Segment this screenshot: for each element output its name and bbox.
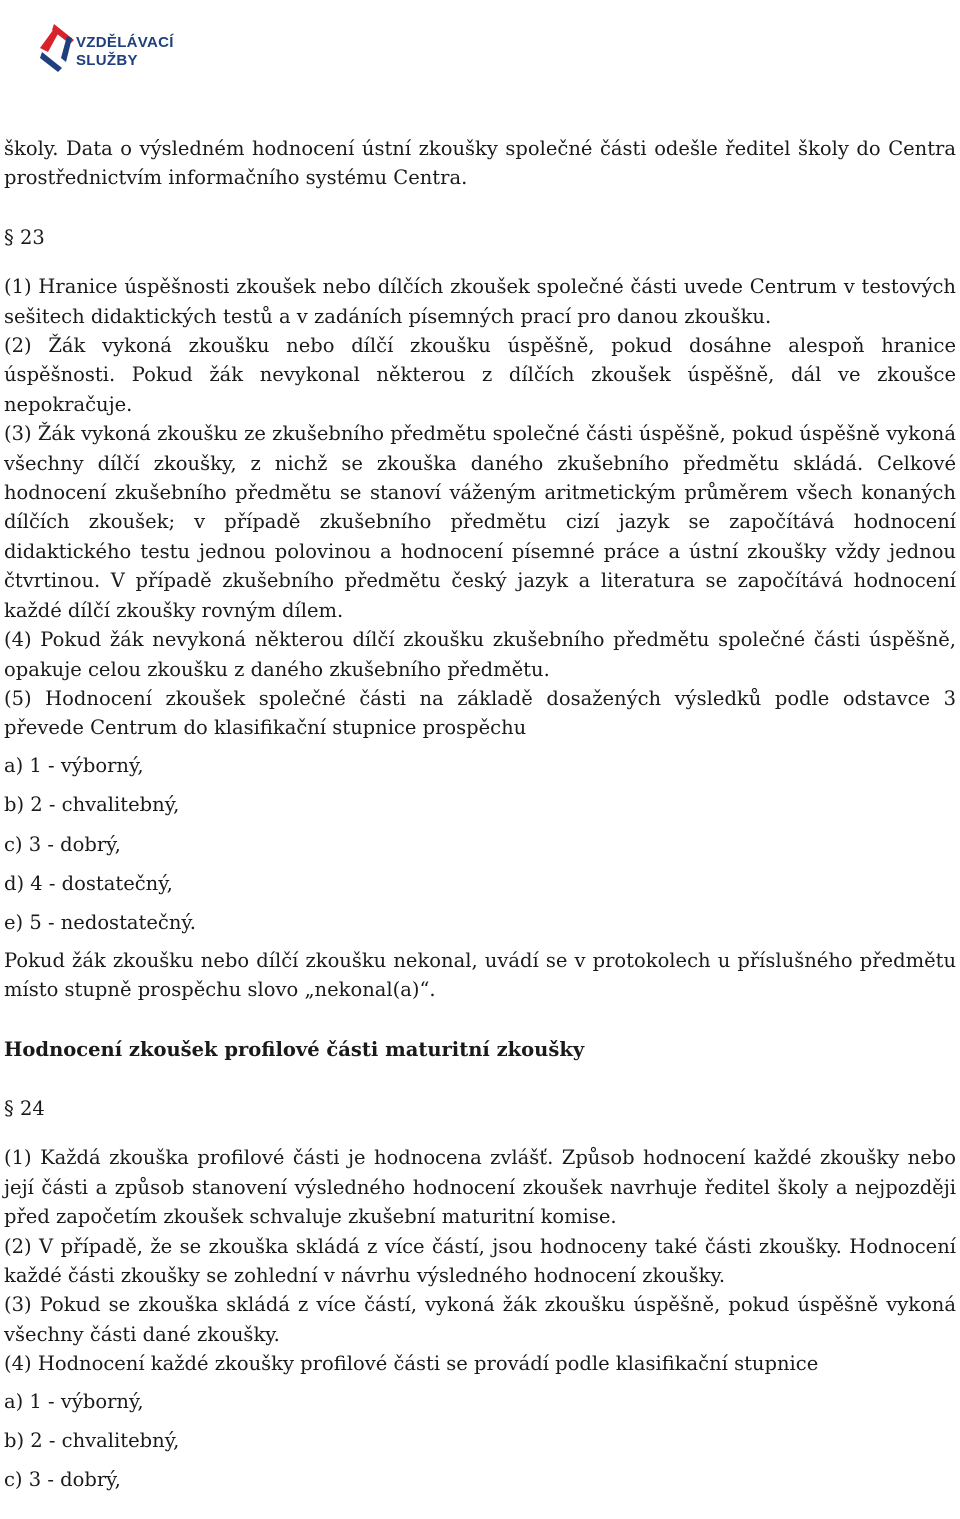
logo-text-line2: SLUŽBY [76,52,138,69]
section-23-paragraph-1: (1) Hranice úspěšnosti zkoušek nebo dílčích zkoušek společné části uvede Centrum v testových sešitech didaktických testů a v zadáních písemných prací pro danou zkoušku. [4,275,956,328]
grade-list-item: c) 3 - dobrý, [4,1468,121,1492]
intro-paragraph: školy. Data o výsledném hodnocení ústní zkoušky společné části odešle ředitel školy do Centra prostřednictvím informačního systému Centra. [4,137,956,190]
grade-list-item: c) 3 - dobrý, [4,832,121,856]
logo-text-line1: VZDĚLÁVACÍ [76,34,174,51]
grade-list-item: a) 1 - výborný, [4,1389,144,1413]
grade-list-item: d) 4 - dostatečný, [4,871,173,895]
section-heading: Hodnocení zkoušek profilové části maturitní zkoušky [4,1037,585,1061]
section-23-paragraph-3: (3) Žák vykoná zkoušku ze zkušebního předmětu společné části úspěšně, pokud úspěšně vykoná všechny dílčí zkoušky, z nichž se zkouška daného zkušebního předmětu skládá. Celkové hodnocení zkušebního předmětu se stanoví váženým aritmetickým průměrem všech konaných dílčích zkoušek; v případě zkušebního předmětu cizí jazyk se započítává hodnocení didaktického testu jednou polovinou a hodnocení písemné práce a ústní zkoušky vždy jednou čtvrtinou. V případě zkušebního předmětu český jazyk a literatura se započítává hodnocení každé dílčí zkoušky rovným dílem. [4,422,956,622]
section-24-paragraph-4: (4) Hodnocení každé zkoušky profilové části se provádí podle klasifikační stupnice [4,1352,819,1376]
section-23-title: § 23 [4,225,45,249]
grade-list-item: b) 2 - chvalitebný, [4,1429,180,1453]
section-23-paragraph-2: (2) Žák vykoná zkoušku nebo dílčí zkoušku úspěšně, pokud dosáhne alespoň hranice úspěšnosti. Pokud žák nevykonal některou z dílčích zkoušek úspěšně, dál ve zkoušce nepokračuje. [4,334,956,416]
grade-list-item: e) 5 - nedostatečný. [4,911,197,935]
document-body [4,134,956,1495]
section-23-paragraph-4: (4) Pokud žák nevykoná některou dílčí zkoušku zkušebního předmětu společné části úspěšně, opakuje celou zkoušku z daného zkušebního předmětu. [4,628,956,681]
section-23-paragraph-5: (5) Hodnocení zkoušek společné části na základě dosažených výsledků podle odstavce 3 převede Centrum do klasifikační stupnice prospěchu [4,686,956,740]
grade-list-item: b) 2 - chvalitebný, [4,793,180,817]
section-24-paragraph-2: (2) V případě, že se zkouška skládá z více částí, jsou hodnoceny také části zkoušky. Hodnocení každé části zkoušky se zohlední v návrhu výsledného hodnocení zkoušky. [4,1234,956,1287]
section-24-paragraph-3: (3) Pokud se zkouška skládá z více částí, vykoná žák zkoušku úspěšně, pokud úspěšně vykoná všechny části dané zkoušky. [4,1293,956,1346]
grade-list-item: a) 1 - výborný, [4,753,144,777]
section-23-paragraph-6: Pokud žák zkoušku nebo dílčí zkoušku nekonal, uvádí se v protokolech u příslušného předmětu místo stupně prospěchu slovo „nekonal(a)“. [4,948,956,1002]
section-24-title: § 24 [4,1096,45,1120]
section-24-paragraph-1: (1) Každá zkouška profilové části je hodnocena zvlášť. Způsob hodnocení každé zkoušky nebo její části a způsob stanovení výsledného hodnocení zkoušek navrhuje ředitel školy a nejpozději před započetím zkoušek schvaluje zkušební maturitní komise. [4,1146,956,1229]
